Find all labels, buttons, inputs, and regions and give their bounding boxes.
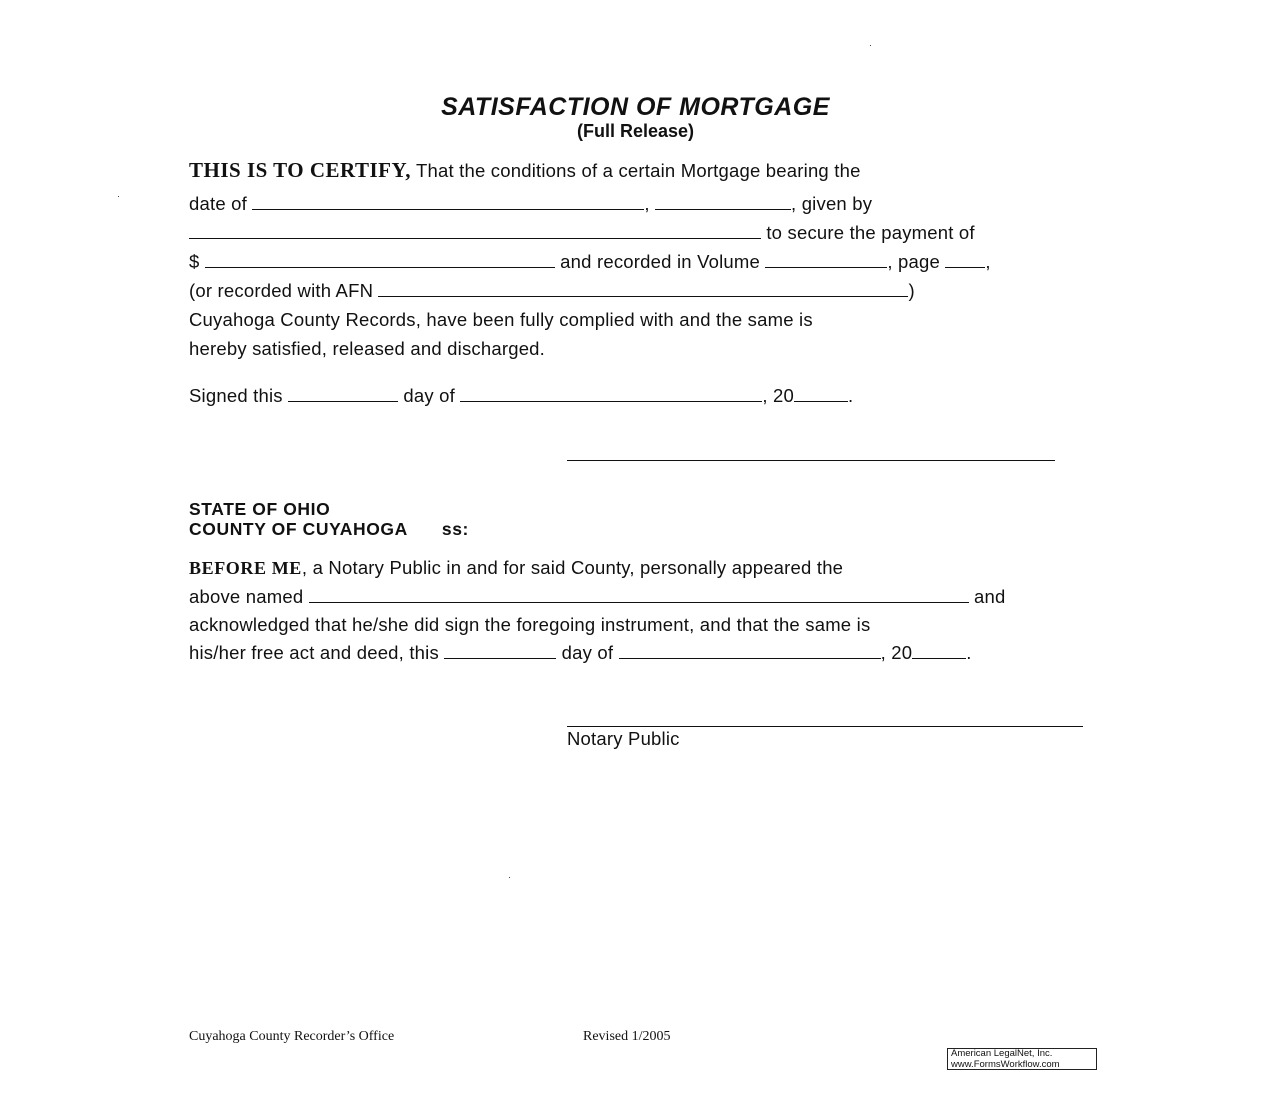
legalnet-stamp (947, 1048, 1097, 1070)
certify-line-6: Cuyahoga County Records, have been fully complied with and the same is (189, 309, 813, 330)
comma: , (644, 193, 656, 214)
certify-line-2 (189, 193, 872, 215)
notary-public-label: Notary Public (567, 728, 680, 749)
certify-line-4 (189, 251, 991, 273)
mortgagor-name-blank[interactable] (189, 223, 761, 239)
notary-month-blank[interactable] (619, 643, 881, 659)
notary-text: , a Notary Public in and for said County, personally appeared the (301, 557, 844, 578)
signature-line[interactable] (567, 460, 1055, 461)
footer-revised: Revised 1/2005 (583, 1029, 671, 1044)
amount-blank[interactable] (205, 252, 555, 268)
appearer-name-blank[interactable] (309, 587, 969, 603)
certify-line-1 (189, 158, 861, 183)
certify-lead: THIS IS TO CERTIFY, (189, 158, 411, 182)
stamp-line-1: American LegalNet, Inc. (951, 1048, 1053, 1059)
volume-blank[interactable] (765, 252, 887, 268)
venue-state: STATE OF OHIO (189, 499, 331, 519)
label-date-of: date of (189, 193, 253, 214)
footer-office: Cuyahoga County Recorder’s Office (189, 1029, 395, 1044)
venue-county-name: COUNTY OF CUYAHOGA (189, 519, 408, 539)
page-title: SATISFACTION OF MORTGAGE (441, 93, 830, 121)
label-year-prefix: , 20 (880, 642, 913, 663)
comma: , (985, 251, 991, 272)
signed-day-blank[interactable] (288, 386, 398, 402)
certify-line-7: hereby satisfied, released and discharged. (189, 338, 546, 359)
label-year-prefix: , 20 (762, 385, 795, 406)
mortgage-date-blank[interactable] (252, 194, 644, 210)
notary-line-1 (189, 557, 843, 579)
label-day-of: day of (398, 385, 461, 406)
label-afn: (or recorded with AFN (189, 280, 379, 301)
label-and: and (968, 586, 1006, 607)
label-above-named: above named (189, 586, 309, 607)
notary-year-blank[interactable] (912, 643, 966, 659)
signed-line (189, 385, 853, 407)
signed-month-blank[interactable] (460, 386, 762, 402)
scan-speck (509, 877, 510, 878)
certify-line-5 (189, 280, 915, 302)
period: . (966, 642, 972, 663)
notary-day-blank[interactable] (444, 643, 556, 659)
scan-speck (870, 45, 871, 46)
page-subtitle: (Full Release) (576, 121, 695, 141)
label-dollar: $ (189, 251, 205, 272)
certify-line-3 (189, 222, 975, 244)
notary-line-4 (189, 642, 972, 664)
label-signed-this: Signed this (189, 385, 289, 406)
label-recorded-volume: and recorded in Volume (554, 251, 766, 272)
venue-county (189, 519, 469, 540)
notary-line-2 (189, 586, 1005, 608)
label-free-act: his/her free act and deed, this (189, 642, 445, 663)
label-page: , page (887, 251, 946, 272)
certify-text: That the conditions of a certain Mortgage bearing the (410, 160, 861, 181)
mortgage-year-blank[interactable] (655, 194, 791, 210)
page-blank[interactable] (945, 252, 985, 268)
scan-speck (118, 196, 119, 197)
label-secure-payment: to secure the payment of (761, 222, 975, 243)
notary-lead: BEFORE ME (189, 558, 302, 578)
afn-blank[interactable] (378, 281, 908, 297)
close-paren: ) (908, 280, 915, 301)
period: . (848, 385, 854, 406)
label-day-of: day of (556, 642, 619, 663)
notary-signature-line[interactable] (567, 726, 1083, 727)
signed-year-blank[interactable] (794, 386, 848, 402)
notary-line-3: acknowledged that he/she did sign the foregoing instrument, and that the same is (189, 614, 871, 635)
label-given-by: , given by (791, 193, 873, 214)
venue-ss: ss: (441, 519, 469, 539)
stamp-line-2: www.FormsWorkflow.com (951, 1058, 1060, 1070)
